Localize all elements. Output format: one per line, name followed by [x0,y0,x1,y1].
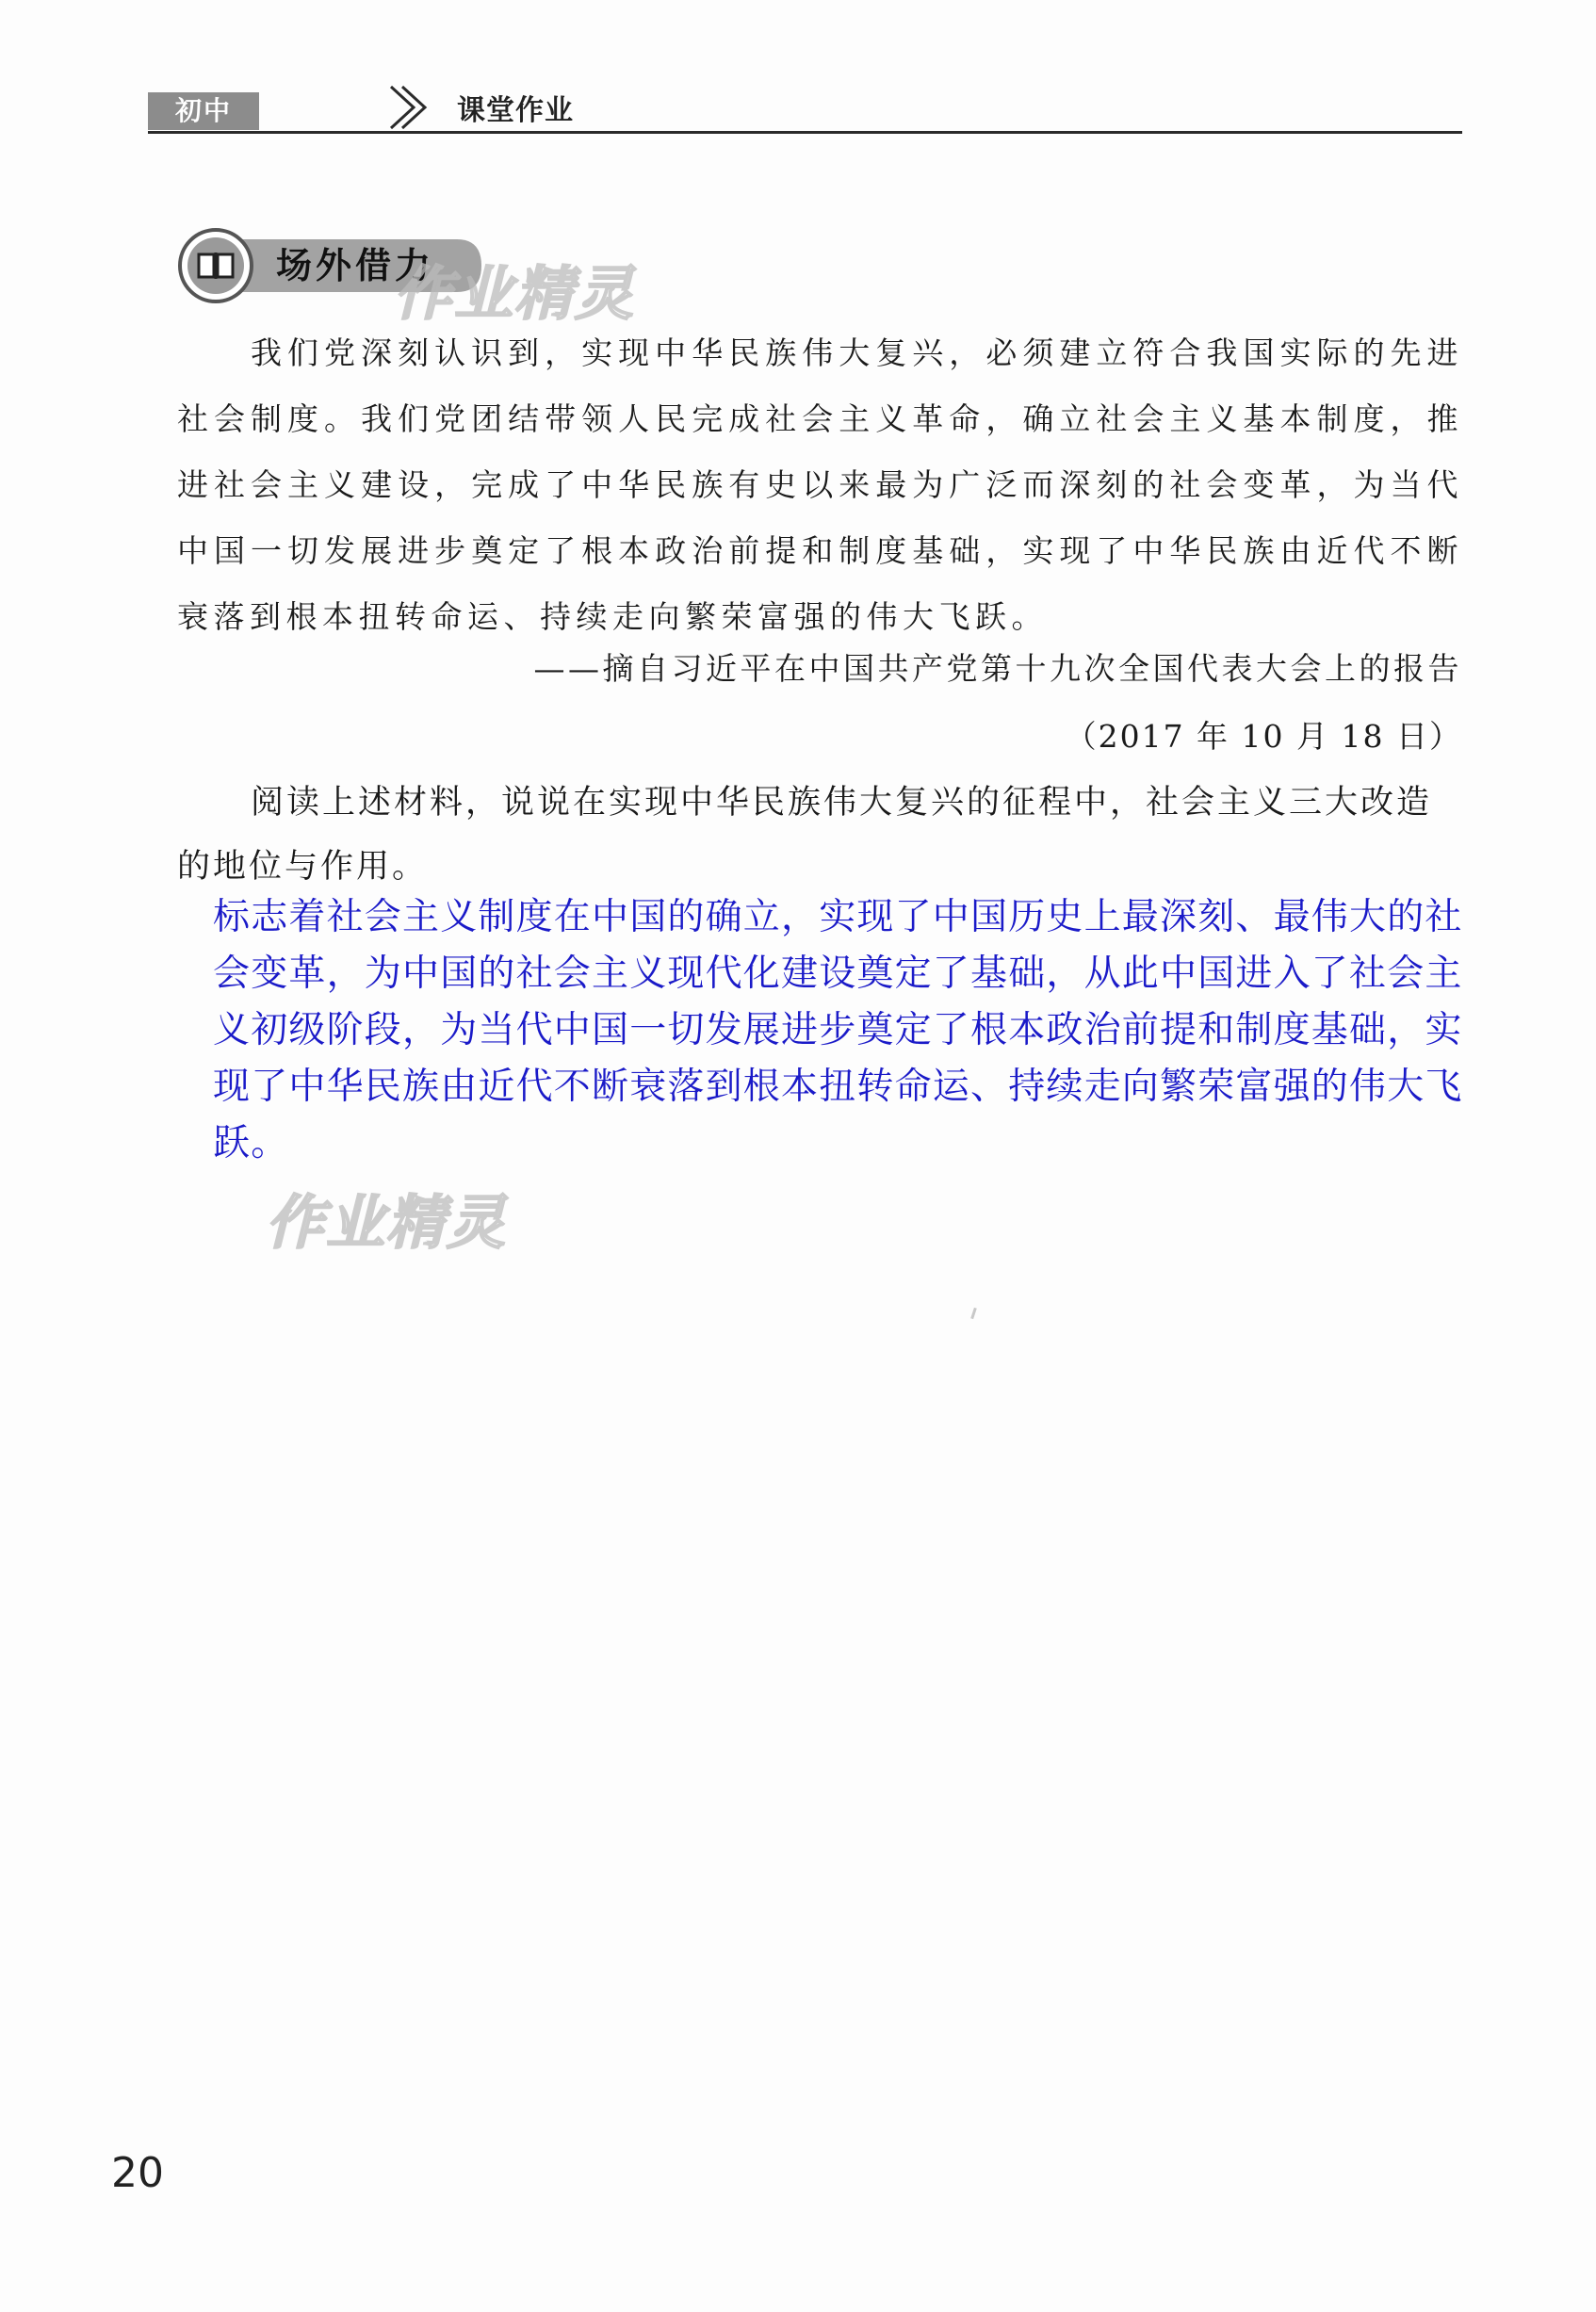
open-book-icon [195,249,236,283]
question-text: 阅读上述材料，说说在实现中华民族伟大复兴的征程中，社会主义三大改造的地位与作用。 [177,784,1433,886]
material-source: ——摘自习近平在中国共产党第十九次全国代表大会上的报告 [533,650,1462,687]
paper-speck [970,1308,977,1319]
header-divider [148,131,1462,134]
double-chevron-icon [248,83,436,132]
page-header [148,90,1462,134]
watermark: 作业精灵 [394,259,636,328]
watermark: 作业精灵 [266,1188,508,1257]
series-title: 课堂作业 [457,94,574,127]
material-paragraph: 我们党深刻认识到，实现中华民族伟大复兴，必须建立符合我国实际的先进社会制度。我们党团结带领人民完成社会主义革命，确立社会主义基本制度，推进社会主义建设，完成了中华民族有史以来最为广泛而深刻的社会变革，为当代中国一切发展进步奠定了根本政治前提和制度基础，实现了中华民族由近代不断衰落到根本扭转命运、持续走向繁荣富强的伟大飞跃。 [177,334,1463,635]
answer-text: 标志着社会主义制度在中国的确立，实现了中国历史上最深刻、最伟大的社会变革，为中国的社会主义现代化建设奠定了基础，从此中国进入了社会主义初级阶段，为当代中国一切发展进步奠定了根本政治前提和制度基础，实现了中华民族由近代不断衰落到根本扭转命运、持续走向繁荣富强的伟大飞跃。 [213,896,1463,1164]
page-number: 20 [111,2149,164,2197]
grade-label: 初中 [148,92,259,130]
section-title: 场外借力 [276,245,435,286]
material-date: （2017 年 10 月 18 日） [1065,718,1462,755]
